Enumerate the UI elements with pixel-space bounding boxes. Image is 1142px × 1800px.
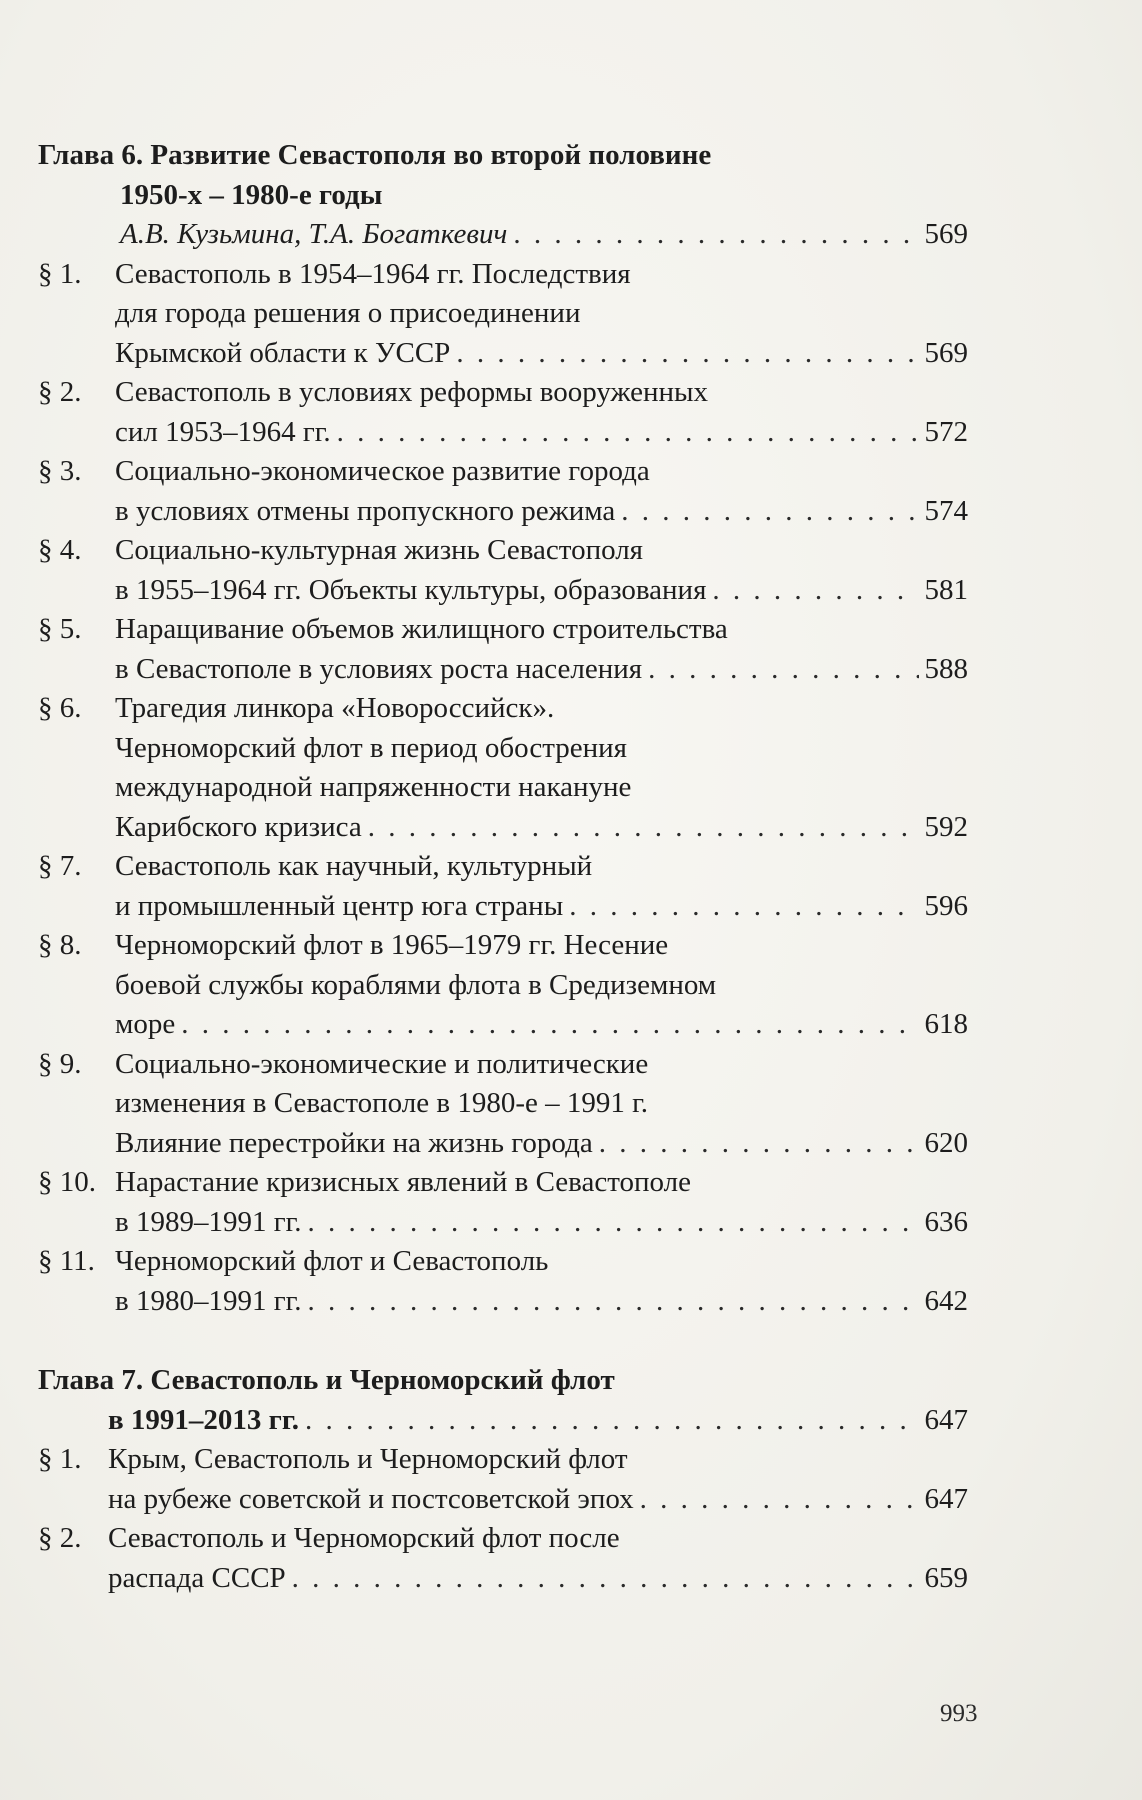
section-line: Наращивание объемов жилищного строительства	[115, 613, 728, 645]
page-number: 569	[924, 336, 968, 369]
leader-dots	[621, 492, 918, 532]
leader-dots	[307, 1282, 918, 1322]
section-line: в Севастополе в условиях роста населения	[115, 652, 643, 685]
page-number: 572	[924, 415, 968, 448]
section-line: Черноморский флот в 1965–1979 гг. Несение	[115, 929, 669, 961]
page-number: 569	[924, 218, 968, 250]
chapter-title-continued: в 1991–2013 гг.	[108, 1403, 299, 1436]
leader-dots	[456, 334, 918, 374]
toc-entry	[38, 1519, 968, 1598]
section-number: § 11.	[38, 1245, 95, 1277]
chapter-6-heading	[38, 136, 968, 215]
section-line: в 1980–1991 гг.	[115, 1284, 302, 1317]
section-number: § 1.	[38, 1443, 82, 1475]
section-line: международной напряженности накануне	[115, 771, 632, 803]
section-number: § 7.	[38, 850, 82, 882]
toc-entry	[38, 689, 968, 847]
section-line: море	[115, 1008, 176, 1040]
leader-dots	[599, 1124, 919, 1164]
section-number: § 2.	[38, 376, 82, 408]
leader-dots	[307, 1203, 918, 1243]
section-number: § 8.	[38, 929, 82, 961]
page-number: 592	[924, 810, 968, 843]
section-line: в условиях отмены пропускного режима	[115, 494, 616, 527]
section-line: Влияние перестройки на жизнь города	[115, 1126, 593, 1159]
section-number: § 2.	[38, 1522, 82, 1554]
toc-entry	[38, 610, 968, 689]
chapter-6-authors-line	[120, 215, 968, 255]
section-line: Социально-экономические и политические	[115, 1047, 649, 1080]
leader-dots	[640, 1480, 919, 1520]
section-number: § 4.	[38, 534, 82, 566]
page-number: 647	[924, 1482, 968, 1515]
toc-entry	[38, 847, 968, 926]
toc-entry	[38, 1163, 968, 1242]
section-line: Севастополь как научный, культурный	[115, 850, 593, 882]
chapter-title: Глава 6. Развитие Севастополя во второй половине	[38, 139, 712, 171]
section-line: Черноморский флот и Севастополь	[115, 1245, 549, 1277]
page-folio: 993	[940, 1700, 978, 1727]
page-number: 618	[924, 1008, 968, 1040]
page-number: 588	[924, 652, 968, 685]
section-line: Социально-культурная жизнь Севастополя	[115, 534, 644, 566]
section-line: распада СССР	[108, 1561, 286, 1594]
leader-dots	[305, 1401, 919, 1441]
section-line: в 1989–1991 гг.	[115, 1205, 302, 1238]
section-line: Трагедия линкора «Новороссийск».	[115, 692, 555, 724]
page-number: 636	[924, 1205, 968, 1238]
section-line: Крымской области к УССР	[115, 336, 451, 369]
toc-entry	[38, 373, 968, 452]
page-number: 574	[924, 494, 968, 527]
page-number: 581	[924, 573, 968, 606]
section-line: Черноморский флот в период обострения	[115, 731, 628, 764]
toc-entry	[38, 1242, 968, 1321]
section-line: Севастополь в 1954–1964 гг. Последствия	[115, 257, 631, 290]
section-line: изменения в Севастополе в 1980-е – 1991 г.	[115, 1087, 648, 1119]
page-number: 620	[924, 1126, 968, 1159]
leader-dots	[513, 215, 918, 255]
section-line: Крым, Севастополь и Черноморский флот	[108, 1443, 628, 1475]
section-number: § 10.	[38, 1166, 96, 1198]
leader-dots	[712, 571, 918, 611]
toc-entry	[38, 452, 968, 531]
toc-entry	[38, 1045, 968, 1164]
section-line: в 1955–1964 гг. Объекты культуры, образования	[115, 573, 707, 606]
chapter-title-continued: 1950-х – 1980-е годы	[120, 178, 383, 211]
leader-dots	[569, 887, 918, 927]
section-number: § 3.	[38, 455, 82, 487]
section-number: § 6.	[38, 692, 82, 724]
section-line: сил 1953–1964 гг.	[115, 415, 331, 448]
leader-dots	[292, 1559, 919, 1599]
leader-dots	[181, 1005, 918, 1045]
section-line: Нарастание кризисных явлений в Севастополе	[115, 1166, 691, 1198]
page-number: 596	[924, 889, 968, 922]
section-line: Севастополь и Черноморский флот после	[108, 1522, 620, 1554]
leader-dots	[648, 650, 918, 690]
table-of-contents	[38, 136, 968, 1598]
section-line: Социально-экономическое развитие города	[115, 455, 650, 487]
toc-entry	[38, 531, 968, 610]
toc-entry	[38, 1440, 968, 1519]
section-line: на рубеже советской и постсоветской эпох	[108, 1482, 634, 1515]
section-line: для города решения о присоединении	[115, 297, 581, 329]
section-line: боевой службы кораблями флота в Средиземном	[115, 968, 717, 1001]
page-number: 659	[924, 1561, 968, 1594]
chapter-7-heading	[38, 1361, 968, 1440]
page-number: 642	[924, 1284, 968, 1317]
leader-dots	[337, 413, 919, 453]
section-line: Карибского кризиса	[115, 810, 362, 843]
section-line: Севастополь в условиях реформы вооруженных	[115, 376, 709, 408]
leader-dots	[368, 808, 919, 848]
chapter-title: Глава 7. Севастополь и Черноморский флот	[38, 1364, 615, 1396]
section-number: § 1.	[38, 257, 82, 290]
chapter-authors: А.В. Кузьмина, Т.А. Богаткевич	[120, 218, 508, 250]
section-line: и промышленный центр юга страны	[115, 889, 564, 922]
section-number: § 5.	[38, 613, 82, 645]
toc-entry	[38, 255, 968, 374]
toc-entry	[38, 926, 968, 1045]
page-number: 647	[924, 1403, 968, 1436]
section-number: § 9.	[38, 1047, 82, 1080]
